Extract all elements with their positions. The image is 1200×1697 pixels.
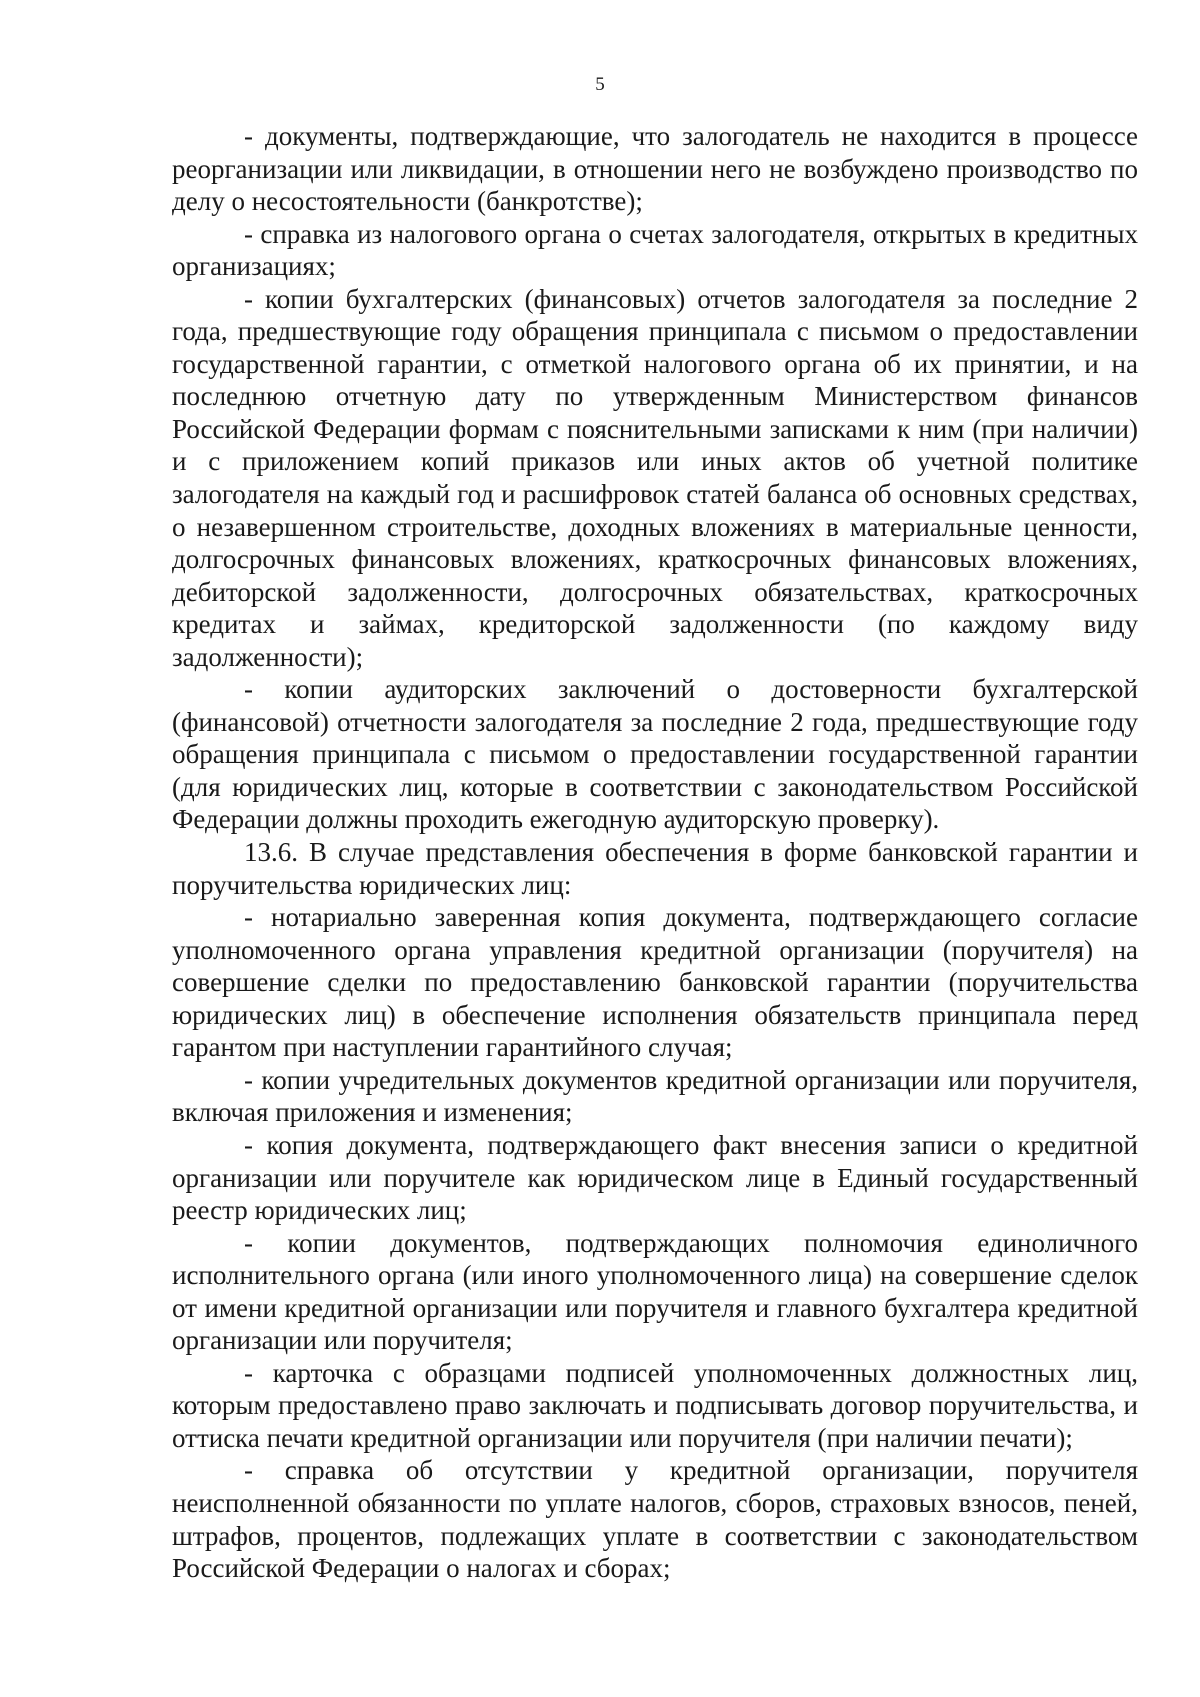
section-heading-paragraph: 13.6. В случае представления обеспечения в форме банковской гарантии и поручительства юридических лиц: bbox=[172, 837, 1138, 900]
paragraph: - копия документа, подтверждающего факт внесения записи о кредитной организации или поручителе как юридическом лице в Единый государственный реестр юридических лиц; bbox=[172, 1129, 1138, 1226]
paragraph: - копии бухгалтерских (финансовых) отчетов залогодателя за последние 2 года, предшествующие году обращения принципала с письмом о предоставлении государственной гарантии, с отметкой налогового органа об их принятии, и на последнюю отчетную дату по утвержденным Министерством финансов Российской Федерации формам с пояснительными записками к ним (при наличии) и с приложением копий приказов или иных актов об учетной политике залогодателя на каждый год и расшифровок статей баланса об основных средствах, о незавершенном строительстве, доходных вложениях в материальные ценности, долгосрочных финансовых вложениях, краткосрочных финансовых вложениях, дебиторской задолженности, долгосрочных обязательствах, краткосрочных кредитах и займах, кредиторской задолженности (по каждому виду задолженности); bbox=[172, 283, 1138, 672]
paragraph: - справка из налогового органа о счетах залогодателя, открытых в кредитных организациях; bbox=[172, 218, 1138, 282]
paragraph: - документы, подтверждающие, что залогодатель не находится в процессе реорганизации или ликвидации, в отношении него не возбуждено производство по делу о несостоятельности (банкротстве); bbox=[172, 121, 1138, 217]
document-body bbox=[172, 120, 1138, 1585]
paragraph: - нотариально заверенная копия документа, подтверждающего согласие уполномоченного органа управления кредитной организации (поручителя) на совершение сделки по предоставлению банковской гарантии (поручительства юридических лиц) в обеспечение исполнения обязательств принципала перед гарантом при наступлении гарантийного случая; bbox=[172, 902, 1138, 1063]
paragraph: - копии аудиторских заключений о достоверности бухгалтерской (финансовой) отчетности залогодателя за последние 2 года, предшествующие году обращения принципала с письмом о предоставлении государственной гарантии (для юридических лиц, которые в соответствии с законодательством Российской Федерации должны проходить ежегодную аудиторскую проверку). bbox=[172, 674, 1138, 835]
paragraph: - копии документов, подтверждающих полномочия единоличного исполнительного органа (или иного уполномоченного лица) на совершение сделок от имени кредитной организации или поручителя и главного бухгалтера кредитной организации или поручителя; bbox=[172, 1227, 1138, 1356]
paragraph: - карточка с образцами подписей уполномоченных должностных лиц, которым предоставлено право заключать и подписывать договор поручительства, и оттиска печати кредитной организации или поручителя (при наличии печати); bbox=[172, 1357, 1138, 1453]
paragraph: - копии учредительных документов кредитной организации или поручителя, включая приложения и изменения; bbox=[172, 1064, 1138, 1128]
paragraph: - справка об отсутствии у кредитной организации, поручителя неисполненной обязанности по уплате налогов, сборов, страховых взносов, пеней, штрафов, процентов, подлежащих уплате в соответствии с законодательством Российской Федерации о налогах и сборах; bbox=[172, 1455, 1138, 1584]
page-number: 5 bbox=[595, 74, 605, 95]
